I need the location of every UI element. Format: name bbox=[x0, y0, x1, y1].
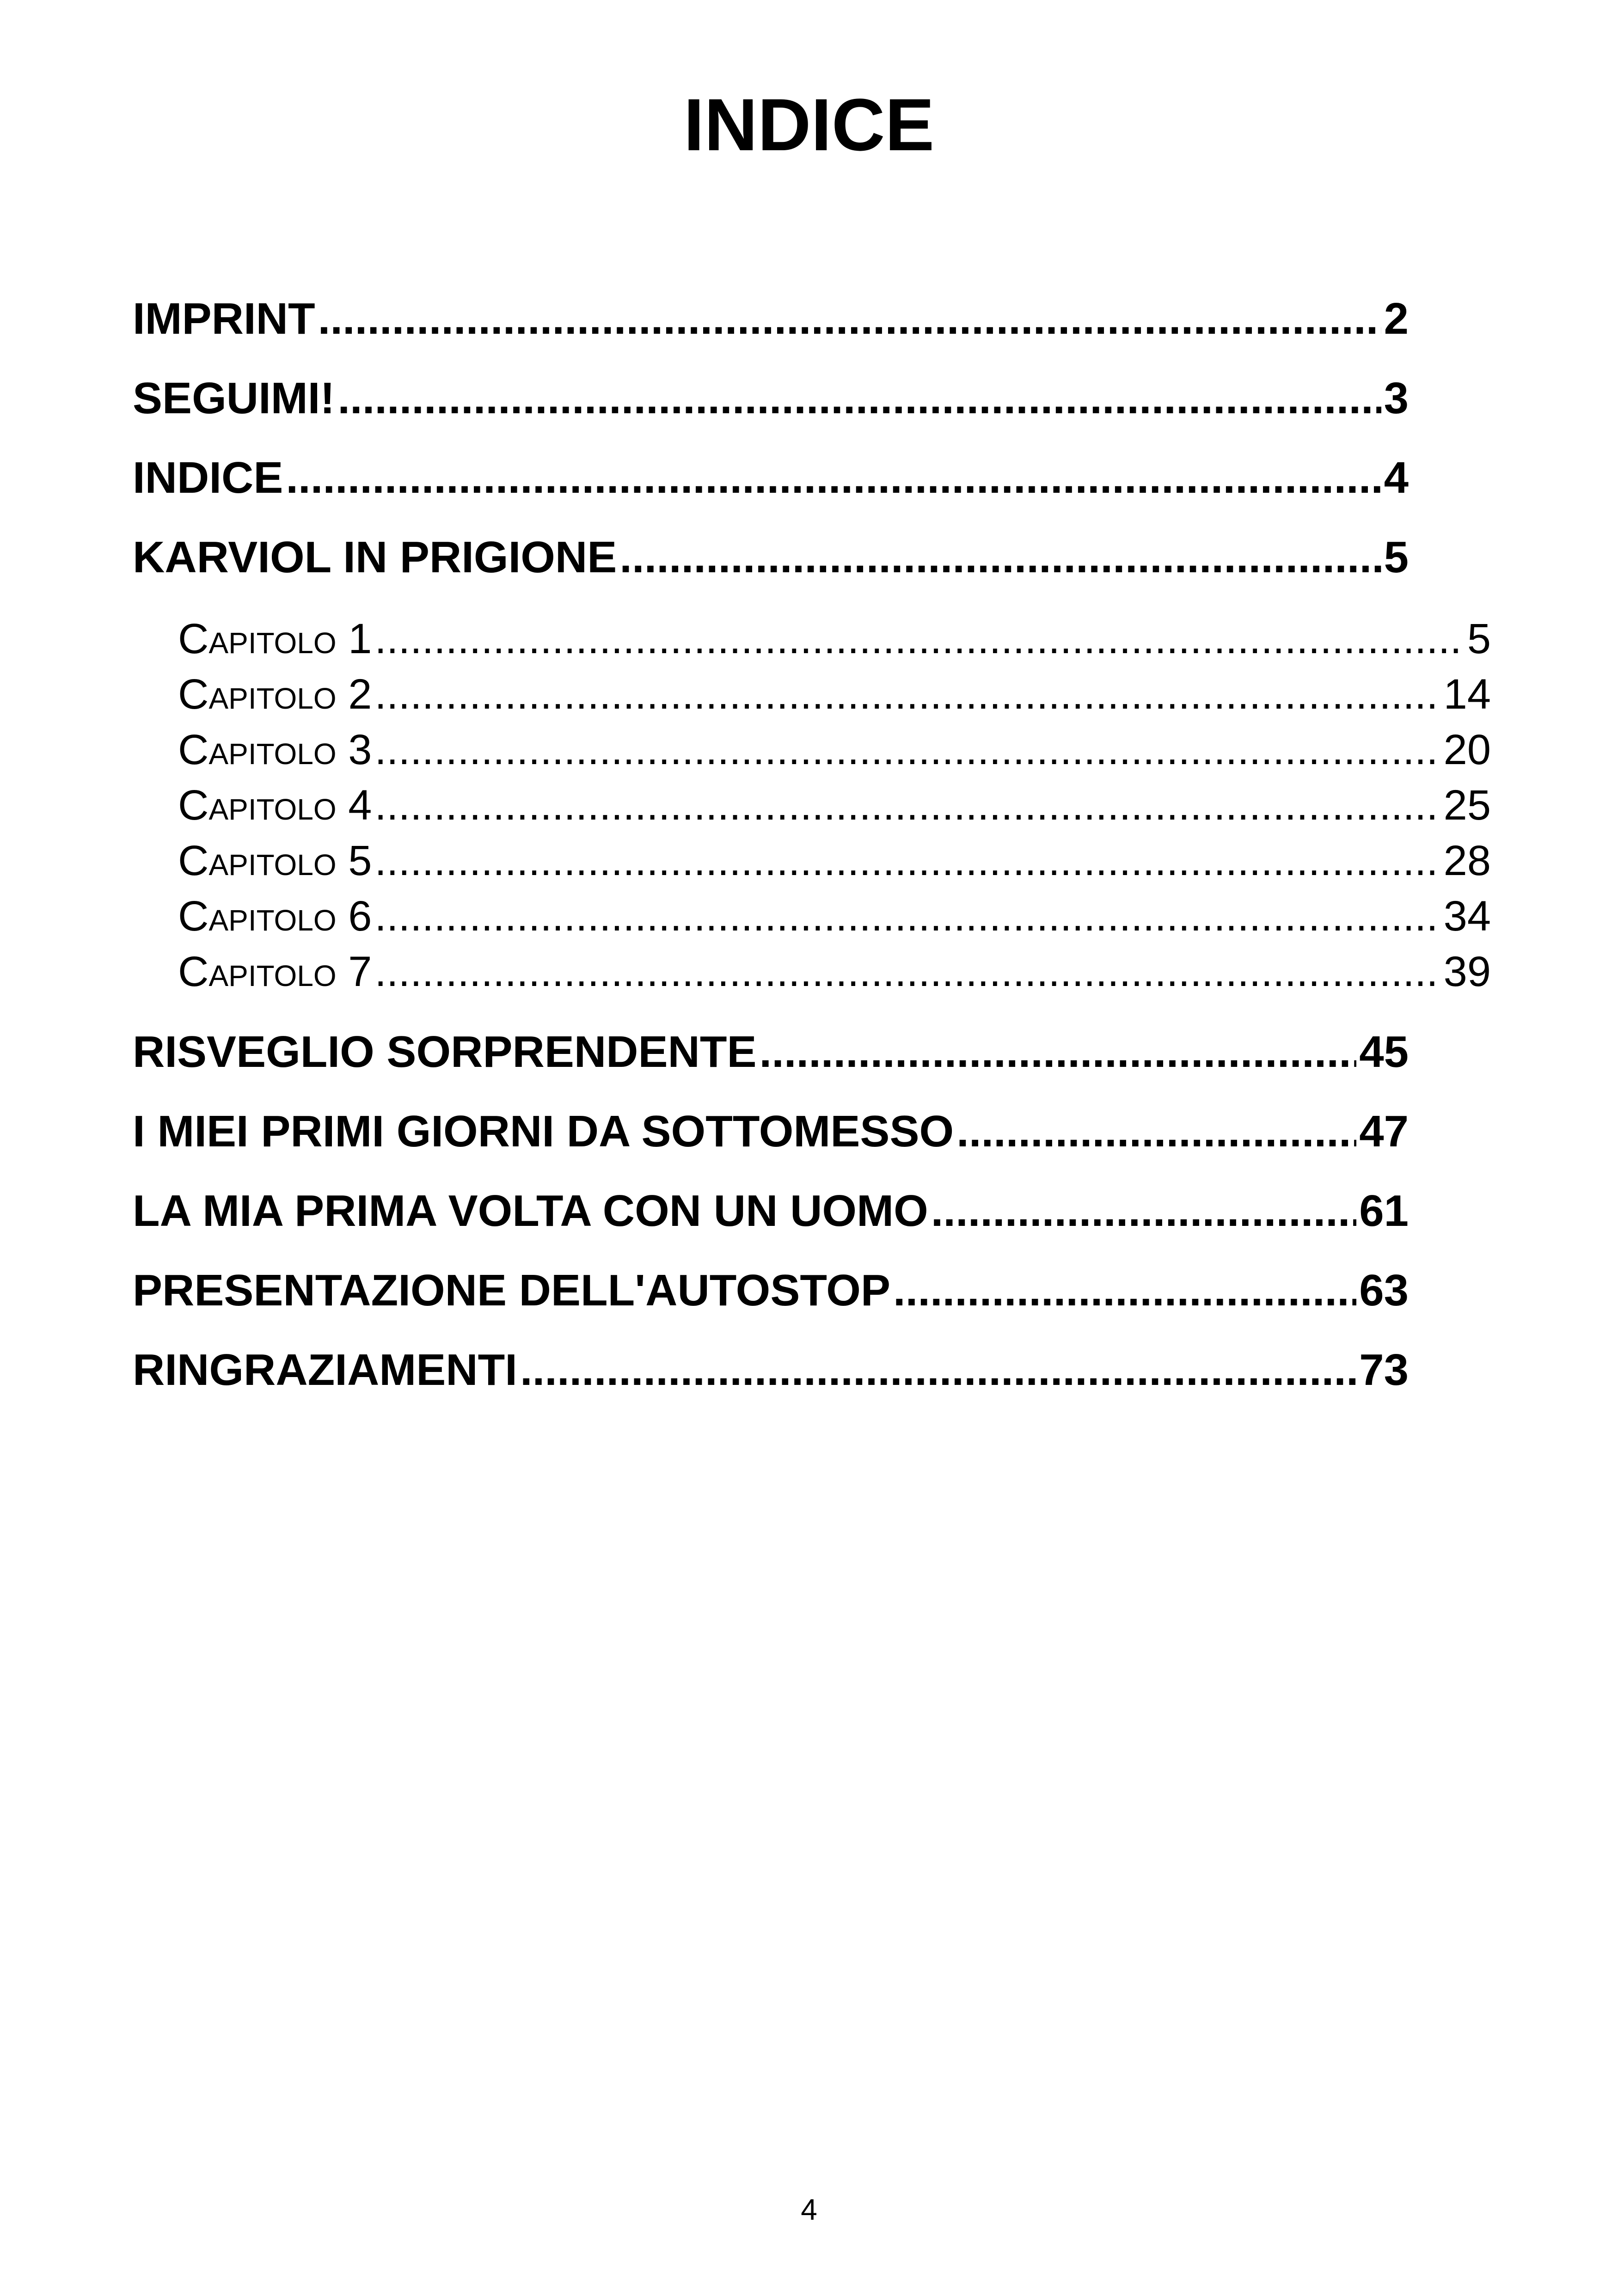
toc-entry-label: INDICE bbox=[133, 453, 283, 502]
toc-chapter-page: 28 bbox=[1443, 837, 1491, 884]
toc-entry-page: 63 bbox=[1359, 1266, 1409, 1315]
toc-entry-label: KARVIOL IN PRIGIONE bbox=[133, 533, 617, 582]
dot-leader bbox=[956, 1104, 1356, 1159]
footer-page-number: 4 bbox=[801, 2193, 817, 2226]
dot-leader bbox=[374, 779, 1440, 832]
dot-leader bbox=[374, 834, 1440, 888]
toc-entry-ringraziamenti[interactable] bbox=[133, 1342, 1409, 1398]
toc-chapter-7[interactable] bbox=[178, 945, 1491, 998]
toc-entry-page: 5 bbox=[1384, 533, 1409, 582]
toc-entry-la-mia-prima-volta[interactable] bbox=[133, 1183, 1409, 1239]
toc-chapter-label: Capitolo 7 bbox=[178, 948, 372, 995]
dot-leader bbox=[760, 1024, 1357, 1080]
toc-chapter-page: 5 bbox=[1467, 615, 1491, 662]
toc-chapter-6[interactable] bbox=[178, 890, 1491, 943]
dot-leader bbox=[374, 668, 1440, 721]
page-title: INDICE bbox=[683, 83, 935, 166]
dot-leader bbox=[374, 612, 1464, 666]
toc-chapter-label: Capitolo 5 bbox=[178, 837, 372, 884]
toc-chapter-page: 14 bbox=[1443, 671, 1491, 718]
dot-leader bbox=[337, 371, 1381, 426]
toc-chapter-page: 20 bbox=[1443, 726, 1491, 773]
toc-entry-presentazione-autostop[interactable] bbox=[133, 1263, 1409, 1318]
toc-entry-page: 3 bbox=[1384, 373, 1409, 423]
toc-entry-label: PRESENTAZIONE DELL'AUTOSTOP bbox=[133, 1266, 890, 1315]
toc-entry-page: 61 bbox=[1359, 1186, 1409, 1236]
toc-entry-page: 4 bbox=[1384, 453, 1409, 502]
toc-entry-label: RINGRAZIAMENTI bbox=[133, 1345, 517, 1395]
toc-entry-seguimi[interactable] bbox=[133, 371, 1409, 426]
dot-leader bbox=[893, 1263, 1356, 1318]
dot-leader bbox=[286, 450, 1381, 506]
toc-chapter-label: Capitolo 4 bbox=[178, 782, 372, 829]
toc-entry-page: 47 bbox=[1359, 1107, 1409, 1156]
toc-chapter-label: Capitolo 2 bbox=[178, 671, 372, 718]
toc-chapter-label: Capitolo 6 bbox=[178, 893, 372, 940]
dot-leader bbox=[374, 945, 1440, 998]
toc-entry-risveglio-sorprendente[interactable] bbox=[133, 1024, 1409, 1080]
toc-chapter-page: 39 bbox=[1443, 948, 1491, 995]
toc-entry-page: 2 bbox=[1384, 294, 1409, 343]
dot-leader bbox=[619, 530, 1381, 585]
toc-entry-page: 73 bbox=[1359, 1345, 1409, 1395]
toc-chapter-5[interactable] bbox=[178, 834, 1491, 888]
dot-leader bbox=[520, 1342, 1356, 1398]
dot-leader bbox=[374, 723, 1440, 777]
toc-entry-label: I MIEI PRIMI GIORNI DA SOTTOMESSO bbox=[133, 1107, 954, 1156]
toc-entry-i-miei-primi-giorni[interactable] bbox=[133, 1104, 1409, 1159]
toc-entry-label: IMPRINT bbox=[133, 294, 315, 343]
dot-leader bbox=[931, 1183, 1356, 1239]
toc-chapter-1[interactable] bbox=[178, 612, 1491, 666]
toc-entry-imprint[interactable] bbox=[133, 291, 1409, 347]
toc-entry-page: 45 bbox=[1359, 1027, 1409, 1077]
toc-chapter-label: Capitolo 1 bbox=[178, 615, 372, 662]
toc-entry-label: RISVEGLIO SORPRENDENTE bbox=[133, 1027, 757, 1077]
toc-chapter-page: 25 bbox=[1443, 782, 1491, 829]
dot-leader bbox=[318, 291, 1381, 347]
toc-chapter-3[interactable] bbox=[178, 723, 1491, 777]
toc-chapter-4[interactable] bbox=[178, 779, 1491, 832]
toc-entry-indice[interactable] bbox=[133, 450, 1409, 506]
dot-leader bbox=[374, 890, 1440, 943]
toc-chapter-page: 34 bbox=[1443, 893, 1491, 940]
toc-entry-label: LA MIA PRIMA VOLTA CON UN UOMO bbox=[133, 1186, 928, 1236]
toc-entry-label: SEGUIMI! bbox=[133, 373, 335, 423]
toc-entry-karviol-in-prigione[interactable] bbox=[133, 530, 1409, 585]
toc-chapter-label: Capitolo 3 bbox=[178, 726, 372, 773]
toc-chapter-2[interactable] bbox=[178, 668, 1491, 721]
